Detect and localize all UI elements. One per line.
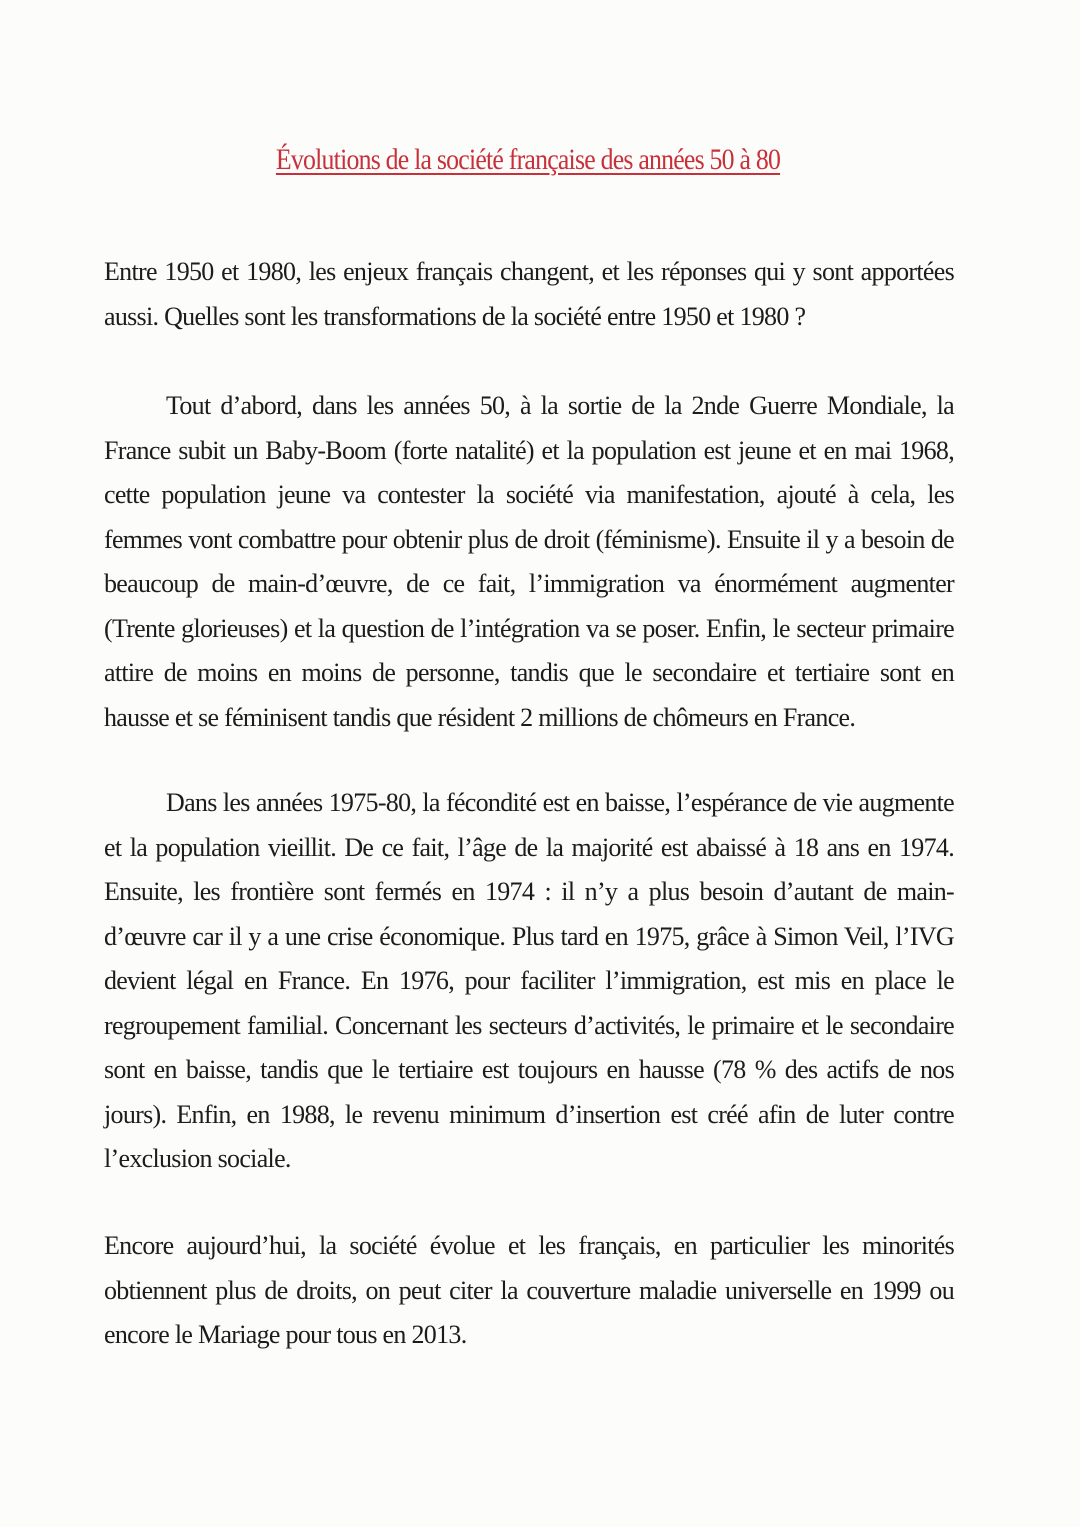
document-title: Évolutions de la société française des années 50 à 80	[275, 143, 781, 176]
conclusion-paragraph: Encore aujourd’hui, la société évolue et les français, en particulier les minorités obtiennent plus de droits, on peut citer la couverture maladie universelle en 1999 ou encore le Mariage pour tous en 2013.	[104, 1231, 954, 1349]
paragraph-1950s: Tout d’abord, dans les années 50, à la sortie de la 2nde Guerre Mondiale, la France subit un Baby-Boom (forte natalité) et la population est jeune et en mai 1968, cette population jeune va contester la société via manifestation, ajouté à cela, les femmes vont combattre pour obtenir plus de droit (féminisme). Ensuite il y a besoin de beaucoup de main-d’œuvre, de ce fait, l’immigration va énormément augmenter (Trente glorieuses) et la question de l’intégration va se poser. Enfin, le secteur primaire attire de moins en moins de personne, tandis que le secondaire et tertiaire sont en hausse et se féminisent tandis que résident 2 millions de chômeurs en France.	[104, 391, 954, 732]
paragraph-1975-80: Dans les années 1975-80, la fécondité est en baisse, l’espérance de vie augmente et la population vieillit. De ce fait, l’âge de la majorité est abaissé à 18 ans en 1974. Ensuite, les frontière sont fermés en 1974 : il n’y a plus besoin d’autant de main-d’œuvre car il y a une crise économique. Plus tard en 1975, grâce à Simon Veil, l’IVG devient légal en France. En 1976, pour faciliter l’immigration, est mis en place le regroupement familial. Concernant les secteurs d’activités, le primaire et le secondaire sont en baisse, tandis que le tertiaire est toujours en hausse (78 % des actifs de nos jours). Enfin, en 1988, le revenu minimum d’insertion est créé afin de luter contre l’exclusion sociale.	[104, 788, 954, 1173]
introduction-paragraph: Entre 1950 et 1980, les enjeux français changent, et les réponses qui y sont apportées aussi. Quelles sont les transformations de la société entre 1950 et 1980 ?	[104, 257, 954, 331]
